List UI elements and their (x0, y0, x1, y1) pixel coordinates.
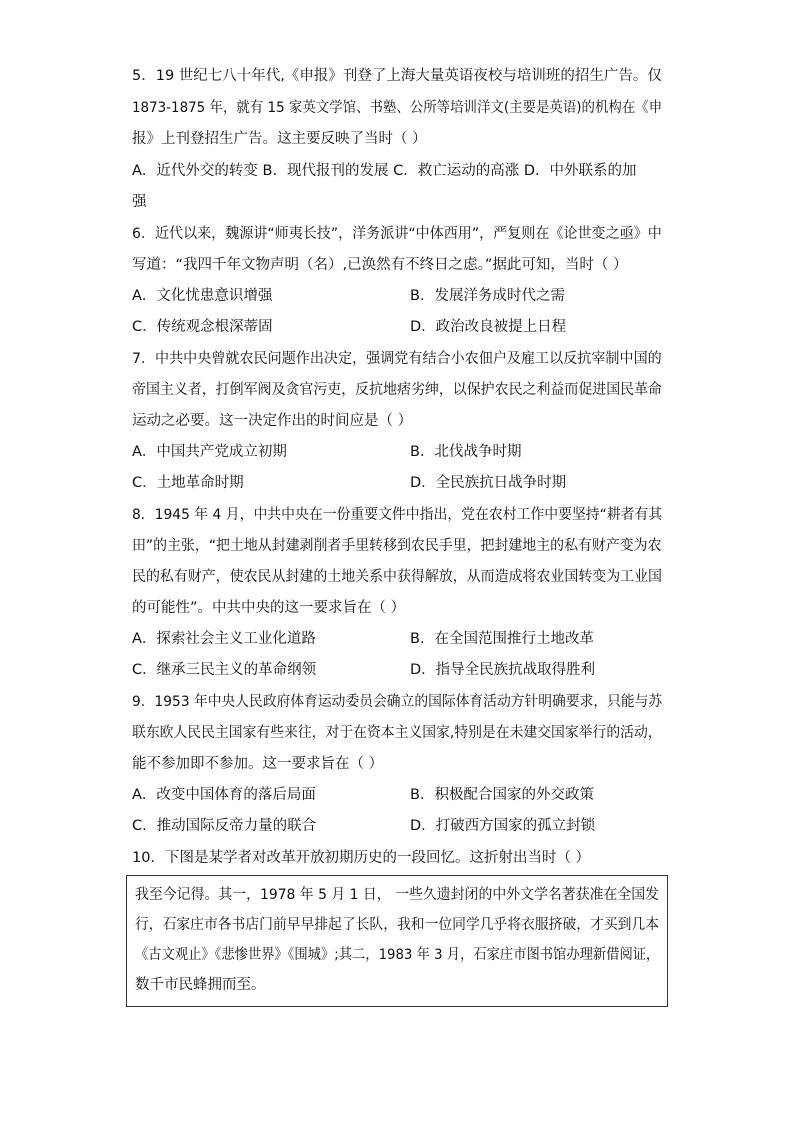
q9-option-b: B．积极配合国家的外交政策 (410, 787, 594, 803)
q9-option-a: A．改变中国体育的落后局面 (132, 787, 316, 803)
q5-options: A．近代外交的转变 B．现代报刊的发展 C．救亡运动的高涨 D．中外联系的加 (132, 163, 637, 179)
q10-quote-line-2: 行，石家庄市各书店门前早早排起了长队，我和一位同学几乎将衣服挤破，才买到几本 (135, 917, 660, 933)
q10-quote-line-1: 我至今记得。其一，1978 年 5 月 1 日， 一些久遗封闭的中外文学名著获准在全国发 (135, 887, 660, 903)
q8-option-b: B．在全国范围推行土地改革 (410, 631, 594, 647)
q7-stem-line-2: 帝国主义者，打倒军阀及贪官污吏，反抗地痞劣绅，以保护农民之利益而促进国民革命 (132, 382, 663, 398)
q8-stem-line-3: 民的私有财产，使农民从封建的土地关系中获得解放，从而造成将农业国转变为工业国 (132, 569, 663, 585)
q10-quote-box (126, 875, 668, 1007)
q10-quote-line-4: 数千市民蜂拥而至。 (135, 977, 266, 993)
q8-stem-line-4: 的可能性”。中共中央的这一要求旨在（ ） (132, 600, 406, 616)
q6-option-a: A．文化忧患意识增强 (132, 288, 273, 304)
q9-option-d: D．打破西方国家的孤立封锁 (410, 818, 596, 834)
q6-stem-line-1: 6．近代以来，魏源讲“师夷长技”，洋务派讲“中体西用”，严复则在《论世变之亟》中 (132, 226, 662, 242)
q9-stem-line-2: 联东欧人民民主国家有些来往，对于在资本主义国家,特别是在未建交国家举行的活动， (132, 725, 662, 741)
q7-option-a: A．中国共产党成立初期 (132, 444, 287, 460)
q6-option-b: B．发展洋务成时代之需 (410, 288, 565, 304)
q6-option-d: D．政治改良被提上日程 (410, 319, 567, 335)
q7-stem-line-1: 7．中共中央曾就农民问题作出决定，强调党有结合小农佃户及雇工以反抗宰制中国的 (132, 351, 662, 367)
q8-option-c: C．继承三民主义的革命纲领 (132, 662, 317, 678)
q7-option-b: B．北伐战争时期 (410, 444, 522, 460)
q8-option-a: A．探索社会主义工业化道路 (132, 631, 316, 647)
q7-stem-line-3: 运动之必要。这一决定作出的时间应是（ ） (132, 413, 413, 429)
q9-option-c: C．推动国际反帝力量的联合 (132, 818, 317, 834)
q8-stem-line-2: 田”的主张，“把土地从封建剥削者手里转移到农民手里，把封建地主的私有财产变为农 (132, 538, 662, 554)
q5-stem-line-1: 5．19 世纪七八十年代,《申报》刊登了上海大量英语夜校与培训班的招生广告。仅 (132, 68, 662, 84)
q5-options-wrap: 强 (132, 194, 147, 210)
q9-stem-line-3: 能不参加即不参加。这一要求旨在（ ） (132, 756, 384, 772)
q7-option-c: C．土地革命时期 (132, 475, 244, 491)
q9-stem-line-1: 9．1953 年中央人民政府体育运动委员会确立的国际体育活动方针明确要求，只能与苏 (132, 694, 663, 710)
q7-option-d: D．全民族抗日战争时期 (410, 475, 567, 491)
q5-stem-line-3: 报》上刊登招生广告。这主要反映了当时（ ） (132, 131, 427, 147)
q8-stem-line-1: 8．1945 年 4 月，中共中央在一份重要文件中指出，党在农村工作中要坚持“耕者有其 (132, 507, 663, 523)
q10-stem-line-1: 10．下图是某学者对改革开放初期历史的一段回忆。这折射出当时（ ） (132, 850, 591, 866)
q5-stem-line-2: 1873-1875 年，就有 15 家英文学馆、书塾、公所等培训洋文(主要是英语)的机构在《申 (132, 100, 663, 116)
q8-option-d: D．指导全民族抗战取得胜利 (410, 662, 596, 678)
q6-option-c: C．传统观念根深蒂固 (132, 319, 273, 335)
q10-quote-line-3: 《古文观止》《悲惨世界》《围城》;其二，1983 年 3 月，石家庄市图书馆办理新借阅证， (135, 947, 660, 963)
q6-stem-line-2: 写道：“我四千年文物声明（名）,已涣然有不终日之虑。”据此可知，当时（ ） (132, 257, 628, 273)
